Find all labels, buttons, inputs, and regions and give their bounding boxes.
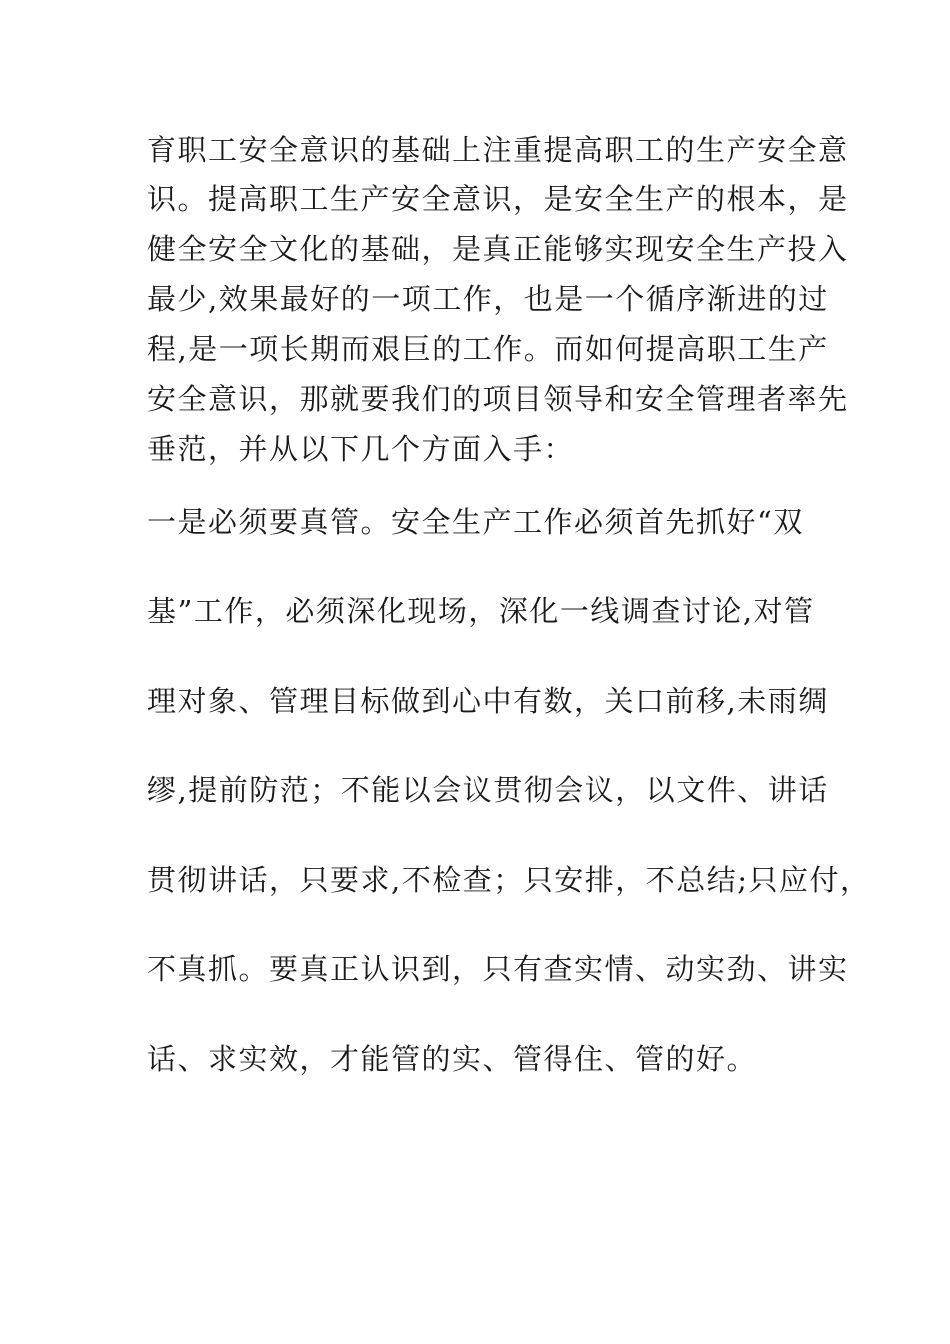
text-line: 缪,提前防范；不能以会议贯彻会议，以文件、讲话 [147,773,829,807]
text-line: 识。提高职工生产安全意识，是安全生产的根本，是 [147,182,849,216]
text-line: 垂范，并从以下几个方面入手： [147,432,575,466]
text-line: 贯彻讲话，只要求,不检查；只安排，不总结;只应付， [147,863,871,897]
text-line: 基”工作，必须深化现场，深化一线调查讨论,对管 [147,594,815,628]
text-line: 育职工安全意识的基础上注重提高职工的生产安全意 [147,133,849,167]
text-line: 理对象、管理目标做到心中有数，关口前移,未雨绸 [147,684,829,718]
text-line: 健全安全文化的基础，是真正能够实现安全生产投入 [147,232,849,266]
text-line: 程,是一项长期而艰巨的工作。而如何提高职工生产 [147,332,829,366]
text-line: 不真抓。要真正认识到，只有查实情、动实劲、讲实 [147,952,849,986]
text-line: 最少,效果最好的一项工作，也是一个循序渐进的过 [147,282,829,316]
text-line: 话、求实效，才能管的实、管得住、管的好。 [147,1042,758,1076]
text-line: 一是必须要真管。安全生产工作必须首先抓好“双 [147,505,804,539]
text-line: 安全意识，那就要我们的项目领导和安全管理者率先 [147,382,849,416]
